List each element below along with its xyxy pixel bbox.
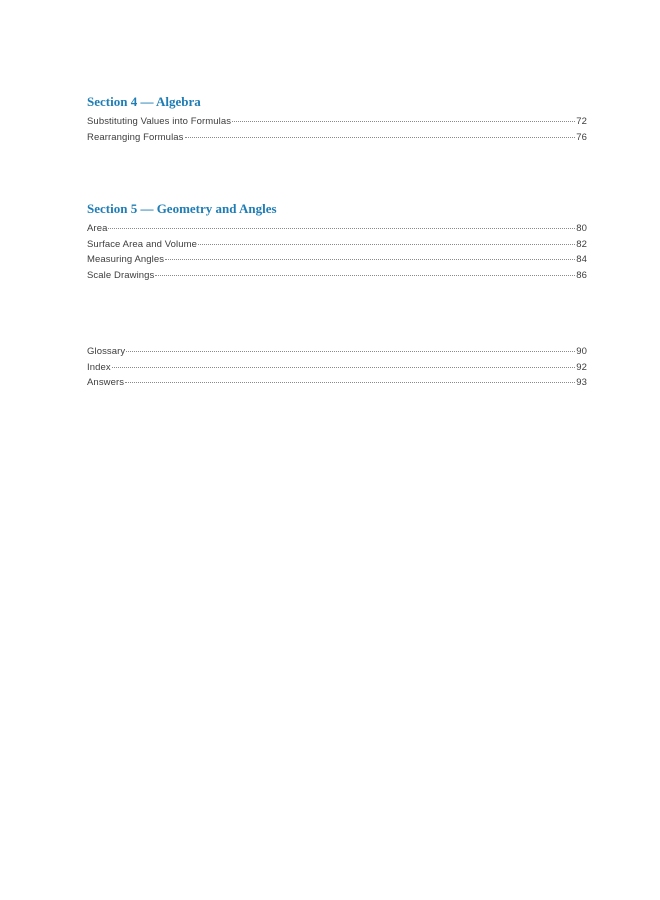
dot-leader	[112, 367, 575, 368]
toc-entry[interactable]	[87, 360, 587, 376]
toc-page-number: 90	[576, 346, 587, 357]
section-5-title: Section 5 — Geometry and Angles	[87, 201, 277, 216]
section-4-entries	[87, 114, 587, 145]
dot-leader	[155, 275, 575, 276]
toc-page-number: 93	[576, 377, 587, 388]
dot-leader	[185, 137, 576, 138]
section-5-block	[87, 201, 587, 283]
toc-entry[interactable]	[87, 130, 587, 146]
toc-page-number: 84	[576, 254, 587, 265]
toc-entry-label: Scale Drawings	[87, 269, 155, 281]
toc-entry[interactable]	[87, 375, 587, 391]
toc-entry-label: Rearranging Formulas	[87, 131, 184, 143]
toc-page-number: 72	[576, 116, 587, 127]
dot-leader	[108, 228, 575, 229]
toc-entry-label: Surface Area and Volume	[87, 238, 198, 250]
toc-entry[interactable]	[87, 221, 587, 237]
section-4-block	[87, 94, 587, 145]
toc-entry-label: Measuring Angles	[87, 254, 165, 265]
toc-entry-label: Glossary	[87, 346, 126, 357]
toc-entry-label: Answers	[87, 377, 125, 388]
toc-entry[interactable]	[87, 252, 587, 268]
back-matter-entries	[87, 344, 587, 391]
toc-entry[interactable]	[87, 268, 587, 284]
toc-entry-label: Substituting Values into Formulas	[87, 116, 232, 127]
toc-entry[interactable]	[87, 344, 587, 360]
toc-page-number: 92	[576, 361, 587, 373]
back-matter-block	[87, 344, 587, 391]
toc-page-number: 80	[576, 223, 587, 234]
toc-entry-label: Index	[87, 361, 111, 373]
section-4-title: Section 4 — Algebra	[87, 94, 201, 109]
toc-page-number: 76	[576, 131, 587, 143]
toc-page-number: 82	[576, 238, 587, 250]
toc-page-number: 86	[576, 269, 587, 281]
section-5-entries	[87, 221, 587, 283]
toc-entry[interactable]	[87, 114, 587, 130]
toc-entry-label: Area	[87, 223, 108, 234]
dot-leader	[198, 244, 575, 245]
dot-leader	[232, 121, 575, 122]
dot-leader	[126, 351, 575, 352]
dot-leader	[165, 259, 575, 260]
toc-entry[interactable]	[87, 237, 587, 253]
dot-leader	[125, 382, 575, 383]
